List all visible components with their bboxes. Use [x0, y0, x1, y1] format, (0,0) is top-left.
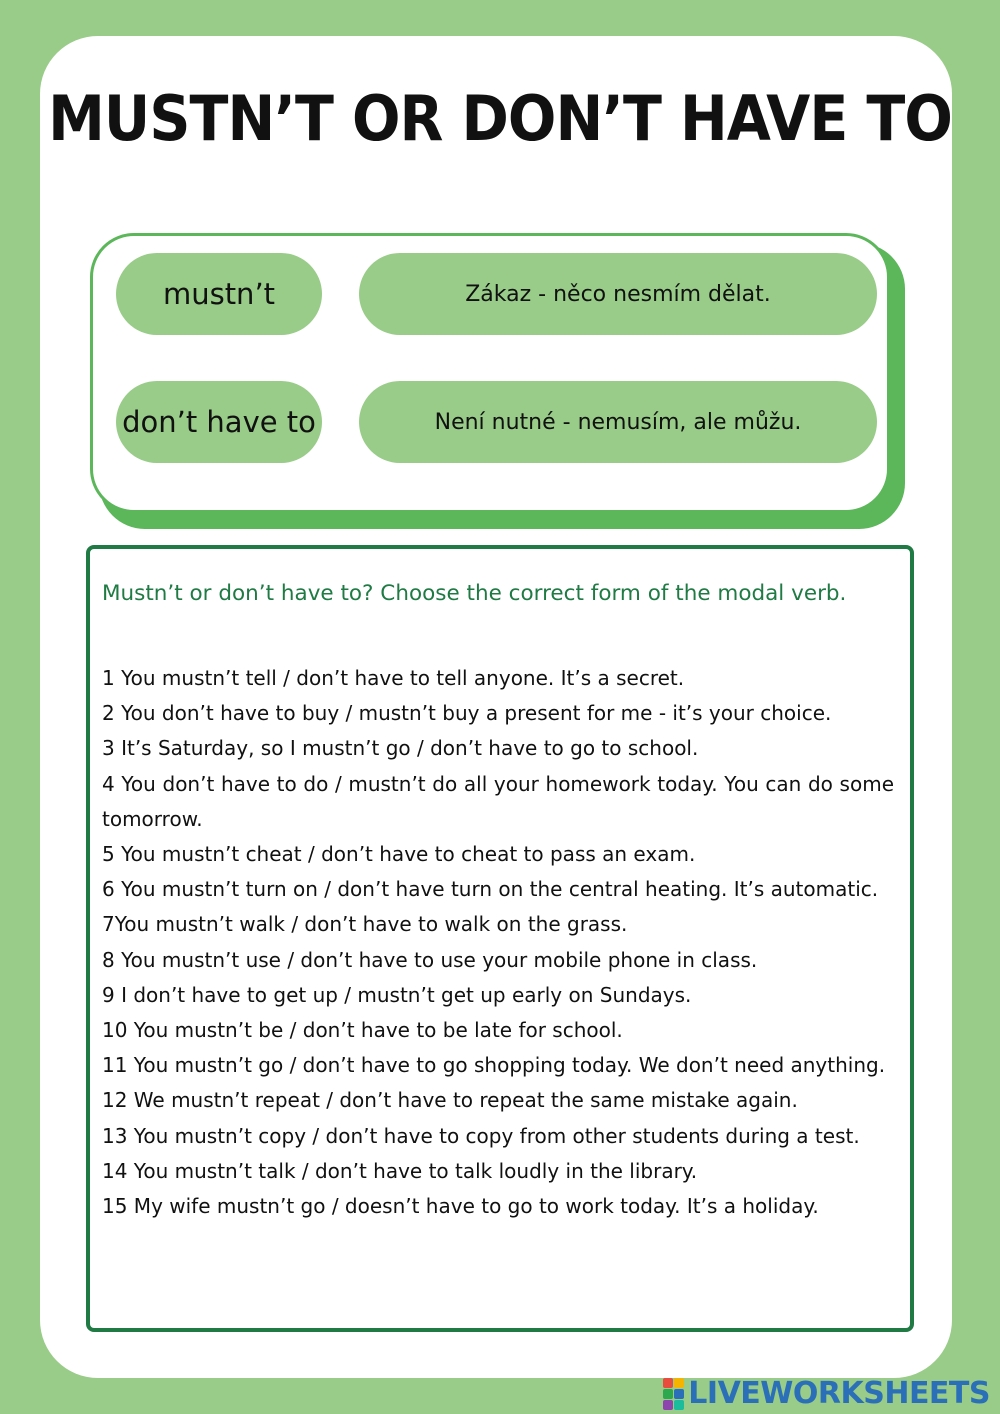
exercise-item: 6 You mustn’t turn on / don’t have turn on the central heating. It’s automatic. [102, 877, 879, 902]
exercise-item: 13 You mustn’t copy / don’t have to copy from other students during a test. [102, 1123, 860, 1148]
exercise-item: 14 You mustn’t talk / don’t have to talk loudly in the library. [102, 1158, 698, 1183]
exercise-box [86, 545, 914, 1332]
exercise-item: 1 You mustn’t tell / don’t have to tell anyone. It’s a secret. [102, 666, 685, 690]
exercise-item: 7You mustn’t walk / don’t have to walk on the grass. [102, 912, 628, 937]
logo-square [663, 1378, 673, 1388]
brand-logo[interactable] [663, 1376, 990, 1411]
exercise-item: 9 I don’t have to get up / mustn’t get up early on Sundays. [102, 982, 692, 1007]
logo-square [663, 1389, 673, 1399]
brand-name: LIVEWORKSHEETS [688, 1376, 990, 1411]
logo-square [674, 1389, 684, 1399]
meaning-dont-have-to: Není nutné - nemusím, ale můžu. [359, 381, 877, 463]
exercise-item: 3 It’s Saturday, so I mustn’t go / don’t have to go to school. [102, 736, 699, 761]
meaning-mustnt: Zákaz - něco nesmím dělat. [359, 253, 877, 335]
exercise-item: 5 You mustn’t cheat / don’t have to cheat to pass an exam. [102, 842, 696, 867]
exercise-list [102, 661, 902, 1224]
term-dont-have-to: don’t have to [116, 381, 322, 463]
exercise-item: 8 You mustn’t use / don’t have to use your mobile phone in class. [102, 947, 758, 972]
logo-square [674, 1400, 684, 1410]
exercise-instruction: Mustn’t or don’t have to? Choose the correct form of the modal verb. [102, 581, 847, 606]
exercise-item: 10 You mustn’t be / don’t have to be late for school. [102, 1018, 623, 1043]
exercise-item: 15 My wife mustn’t go / doesn’t have to go to work today. It’s a holiday. [102, 1194, 819, 1219]
exercise-item: 2 You don’t have to buy / mustn’t buy a present for me - it’s your choice. [102, 701, 832, 726]
liveworksheets-logo-icon [663, 1378, 684, 1410]
exercise-item: 4 You don’t have to do / mustn’t do all your homework today. You can do some tomorrow. [102, 771, 894, 831]
term-mustnt: mustn’t [116, 253, 322, 335]
exercise-item: 12 We mustn’t repeat / don’t have to repeat the same mistake again. [102, 1088, 798, 1113]
logo-square [663, 1400, 673, 1410]
logo-square [674, 1378, 684, 1388]
exercise-item: 11 You mustn’t go / don’t have to go shopping today. We don’t need anything. [102, 1053, 886, 1078]
page-title: MUSTN’T OR DON’T HAVE TO [48, 82, 952, 155]
